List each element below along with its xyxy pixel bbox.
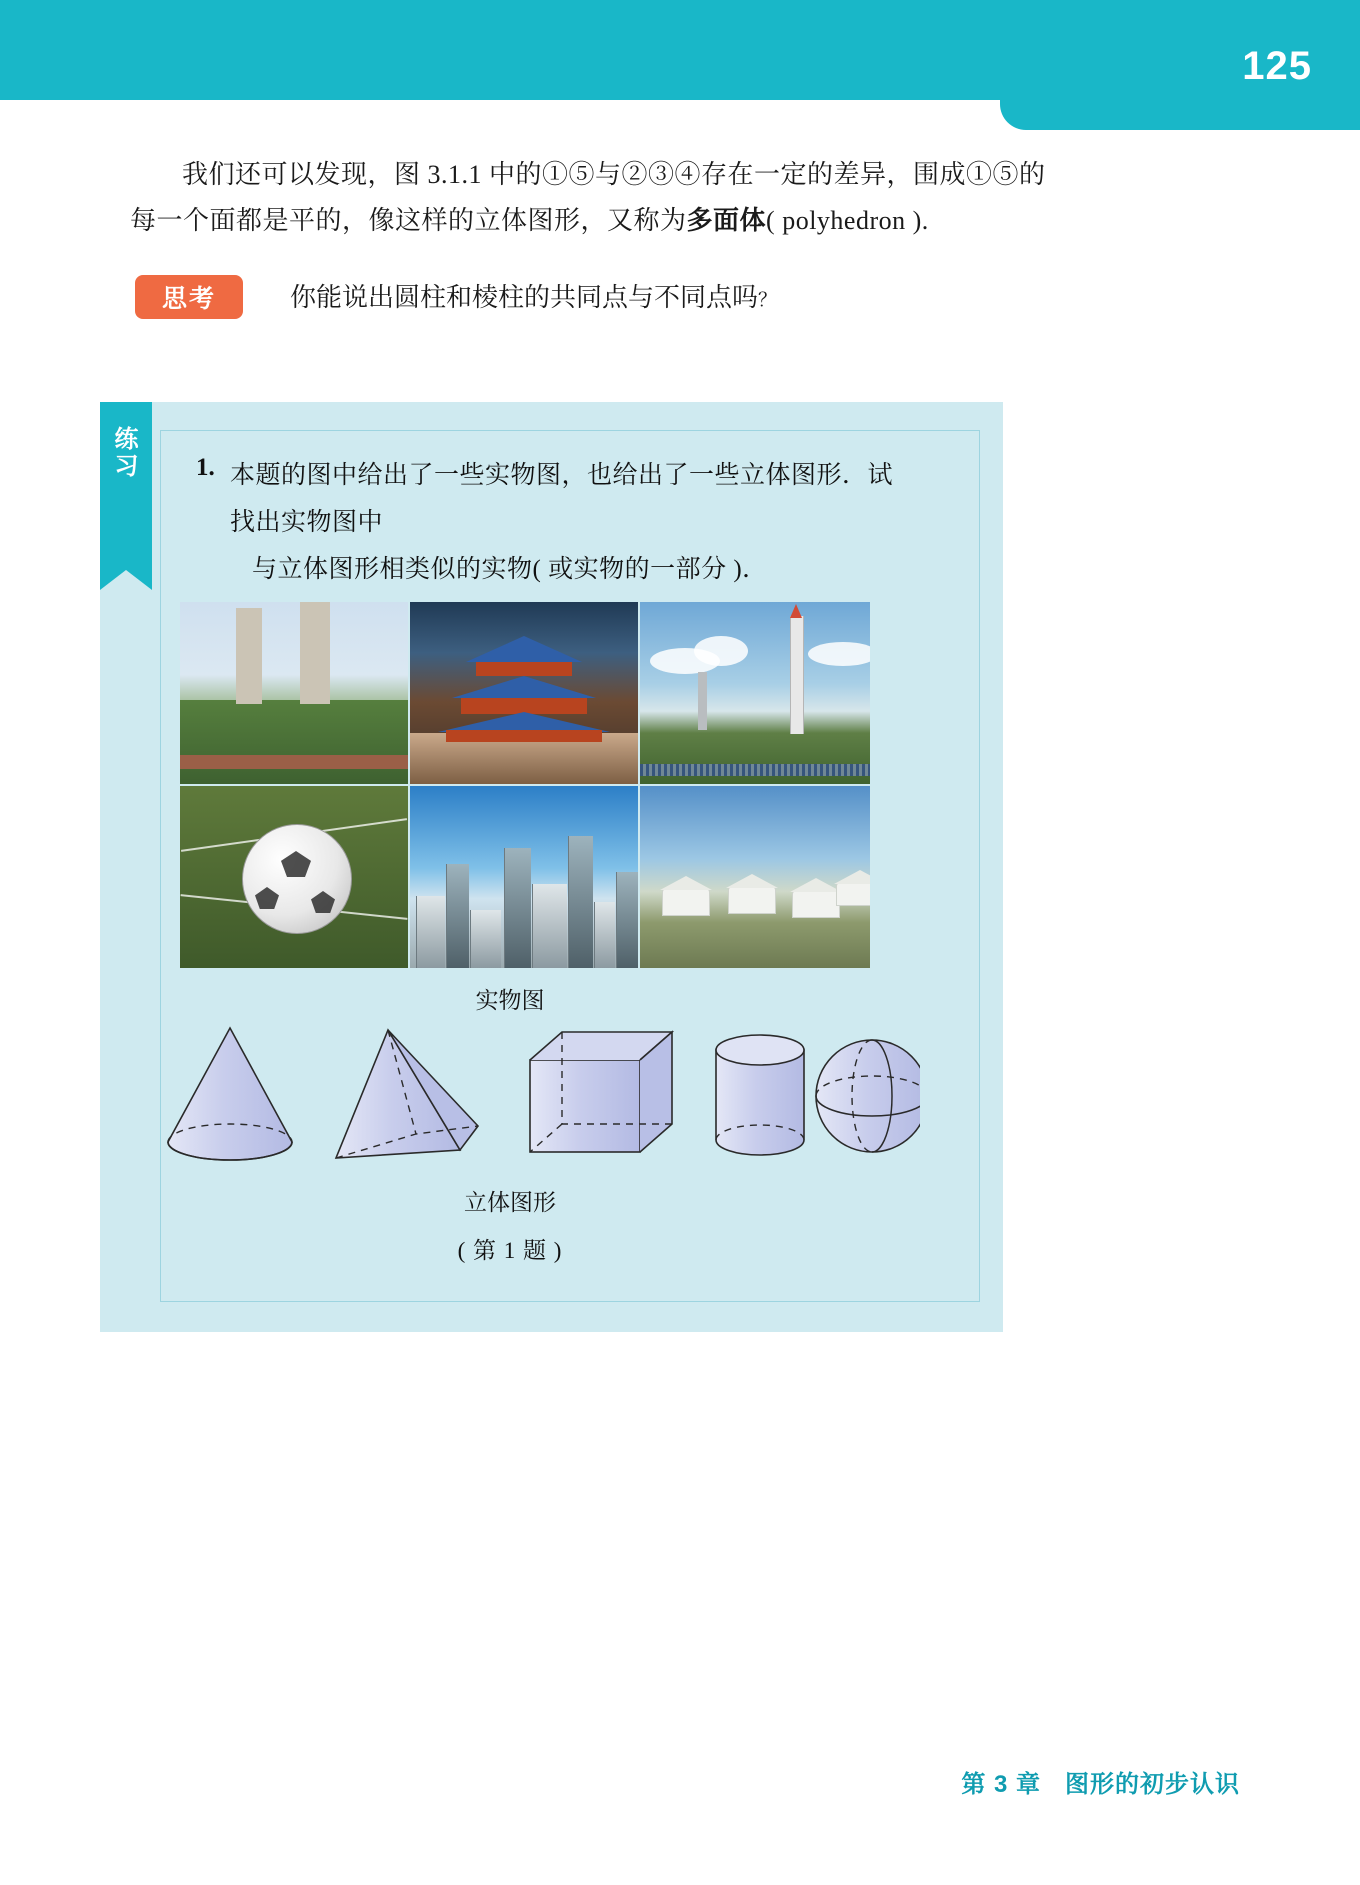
temple-roof-top — [466, 636, 582, 662]
footer-title: 图形的初步认识 — [1065, 1771, 1240, 1798]
crowd — [640, 764, 870, 776]
cloud-3 — [808, 642, 870, 666]
ball-patch-3 — [311, 891, 335, 913]
temple-tier-1 — [476, 662, 572, 676]
solid-pyramid — [336, 1030, 478, 1158]
solid-sphere — [816, 1040, 920, 1152]
exercise-panel — [100, 402, 1003, 1332]
solid-cylinder — [716, 1035, 804, 1155]
paragraph-latin-term: ( polyhedron ) — [766, 206, 922, 235]
photo-twin-pagodas — [180, 602, 408, 784]
building-6 — [568, 836, 593, 968]
pagoda-left — [236, 608, 262, 704]
solid-cone — [168, 1028, 292, 1160]
tree-band — [180, 700, 408, 784]
question-line-2: 与立体图形相类似的实物( 或实物的一部分 )． — [252, 556, 768, 583]
service-tower — [698, 672, 707, 730]
temple-tier-3 — [446, 730, 602, 742]
photo-city-skyline — [410, 786, 638, 968]
paragraph-line2: 每一个面都是平的，像这样的立体图形，又称为 — [130, 206, 687, 235]
yurt-1 — [662, 888, 710, 916]
ball-patch-1 — [281, 851, 311, 877]
rocket-tip — [790, 604, 802, 618]
photo-rocket-launch-pad — [640, 602, 870, 784]
caption-question-label: ( 第 1 题 ) — [457, 1238, 563, 1263]
building-7 — [594, 902, 615, 968]
temple-wall — [180, 755, 408, 769]
question-number: 1. — [196, 454, 215, 481]
think-question: 你能说出圆柱和棱柱的共同点与不同点吗 — [290, 283, 759, 312]
page-number: 125 — [1242, 44, 1312, 88]
photo-football-in-net — [180, 786, 408, 968]
building-2 — [446, 864, 469, 968]
practice-tab-point — [100, 570, 152, 590]
caption-photos: 实物图 — [475, 988, 545, 1013]
photo-mongolian-yurts — [640, 786, 870, 968]
solids-svg — [160, 1022, 920, 1172]
yurt-3 — [792, 890, 840, 918]
temple-roof-mid — [452, 676, 596, 698]
yurt-2 — [728, 886, 776, 914]
practice-tab-label: 练习 — [110, 426, 137, 480]
think-badge: 思考 — [135, 275, 243, 319]
pagoda-right — [300, 602, 330, 704]
footer — [961, 1764, 1240, 1799]
paragraph-period: . — [921, 206, 929, 235]
solids-row — [160, 1022, 920, 1172]
footer-chapter: 第 3 章 — [961, 1771, 1041, 1798]
photo-temple-of-heaven — [410, 602, 638, 784]
caption-solids: 立体图形 — [464, 1190, 556, 1215]
yurt-4 — [836, 882, 870, 906]
question-text — [230, 452, 900, 593]
question-line-1: 本题的图中给出了一些实物图，也给出了一些立体图形．试找出实物图中 — [230, 462, 894, 536]
building-1 — [416, 896, 445, 968]
building-3 — [470, 910, 501, 968]
building-5 — [532, 884, 567, 968]
paragraph-bold-term: 多面体 — [686, 206, 767, 235]
solid-cuboid — [530, 1032, 672, 1152]
think-text — [290, 277, 777, 322]
temple-roof-low — [438, 712, 610, 732]
cloud-2 — [694, 636, 748, 666]
think-question-mark: ？ — [758, 290, 778, 311]
football — [242, 824, 352, 934]
rocket-body — [790, 616, 804, 734]
body-paragraph — [130, 152, 1230, 244]
building-8 — [616, 872, 638, 968]
think-callout — [135, 275, 1235, 335]
photo-grid — [180, 602, 866, 966]
paragraph-line1: 我们还可以发现，图 3.1.1 中的①⑤与②③④存在一定的差异，围成①⑤的 — [182, 160, 1046, 189]
practice-tab — [100, 402, 152, 570]
building-4 — [504, 848, 531, 968]
ball-patch-2 — [255, 887, 279, 909]
